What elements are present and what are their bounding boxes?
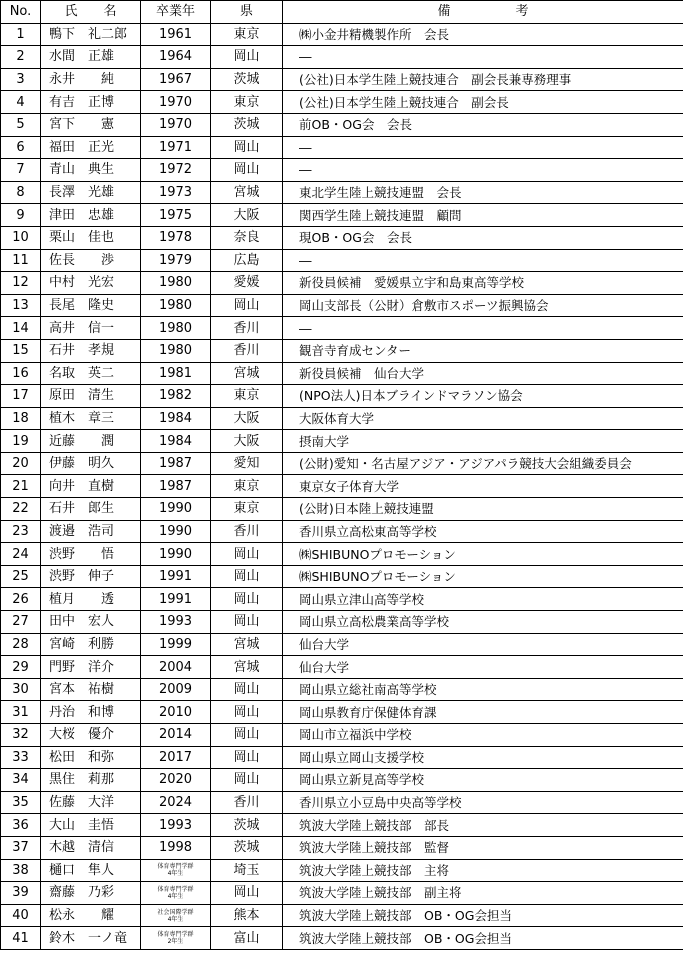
row-note: 新役員候補 愛媛県立宇和島東高等学校 [283,272,683,295]
row-no: 34 [1,769,41,792]
row-year [141,882,211,905]
row-no: 29 [1,656,41,679]
row-pref: 岡山 [211,543,283,566]
row-note: 岡山県立新見高等学校 [283,769,683,792]
row-pref: 大阪 [211,204,283,227]
row-note: 筑波大学陸上競技部 部長 [283,814,683,837]
row-pref: 岡山 [211,882,283,905]
row-name: 宮崎 利勝 [41,633,141,656]
row-name: 水間 正雄 [41,46,141,69]
row-no: 8 [1,181,41,204]
row-pref: 富山 [211,927,283,950]
table-row [1,791,683,814]
table-row [1,68,683,91]
row-note: 仙台大学 [283,656,683,679]
row-year: 2004 [141,656,211,679]
row-pref: 香川 [211,520,283,543]
row-note: 前OB・OG会 会長 [283,113,683,136]
row-note: (公社)日本学生陸上競技連合 副会長 [283,91,683,114]
table-row [1,430,683,453]
row-no: 4 [1,91,41,114]
row-name: 佐長 渉 [41,249,141,272]
row-name: 石井 郎生 [41,498,141,521]
row-pref: 宮城 [211,181,283,204]
row-no: 12 [1,272,41,295]
row-year: 1967 [141,68,211,91]
row-year [141,859,211,882]
row-year: 1984 [141,430,211,453]
row-name: 大桜 優介 [41,724,141,747]
row-note: 岡山県教育庁保健体育課 [283,701,683,724]
row-no: 36 [1,814,41,837]
row-year: 2010 [141,701,211,724]
row-no: 39 [1,882,41,905]
row-year: 1990 [141,520,211,543]
header-no: No. [1,1,41,24]
row-pref: 宮城 [211,362,283,385]
row-note: 岡山市立福浜中学校 [283,724,683,747]
table-row [1,362,683,385]
row-name: 渋野 悟 [41,543,141,566]
row-year-line2: 2年生 [167,938,184,946]
row-year: 2014 [141,724,211,747]
row-pref: 奈良 [211,226,283,249]
row-name: 樋口 隼人 [41,859,141,882]
row-year-line1: 社会国際学群 [157,908,194,916]
row-name: 伊藤 明久 [41,452,141,475]
row-year: 1975 [141,204,211,227]
row-pref: 東京 [211,498,283,521]
table-row [1,588,683,611]
table-row [1,520,683,543]
row-pref: 東京 [211,91,283,114]
row-note: 岡山県立総社南高等学校 [283,678,683,701]
row-no: 18 [1,407,41,430]
row-year: 1973 [141,181,211,204]
row-year: 1980 [141,317,211,340]
row-name: 青山 典生 [41,159,141,182]
table-row [1,633,683,656]
row-year: 1991 [141,565,211,588]
row-pref: 大阪 [211,430,283,453]
row-no: 17 [1,385,41,408]
row-year-line1: 体育専門学群 [157,863,194,871]
header-name: 氏 名 [41,1,141,24]
row-year: 1980 [141,294,211,317]
row-name: 鴨下 礼二郎 [41,23,141,46]
row-year: 1971 [141,136,211,159]
row-pref: 東京 [211,475,283,498]
table-row [1,859,683,882]
table-row [1,294,683,317]
row-name: 門野 洋介 [41,656,141,679]
row-pref: 愛媛 [211,272,283,295]
row-pref: 香川 [211,339,283,362]
row-name: 栗山 佳也 [41,226,141,249]
row-year: 1984 [141,407,211,430]
row-name: 木越 清信 [41,836,141,859]
row-no: 9 [1,204,41,227]
row-note: ― [283,136,683,159]
row-note: 東京女子体育大学 [283,475,683,498]
row-no: 37 [1,836,41,859]
table-row [1,46,683,69]
table-row [1,678,683,701]
row-note: 岡山県立岡山支援学校 [283,746,683,769]
row-name: 佐藤 大洋 [41,791,141,814]
row-year: 1979 [141,249,211,272]
row-name: 石井 孝規 [41,339,141,362]
row-pref: 岡山 [211,565,283,588]
row-note: ㈱SHIBUNOプロモーション [283,543,683,566]
row-name: 植月 透 [41,588,141,611]
table-row [1,23,683,46]
row-pref: 岡山 [211,588,283,611]
row-no: 5 [1,113,41,136]
row-name: 名取 英二 [41,362,141,385]
header-year: 卒業年 [141,1,211,24]
row-year: 1980 [141,272,211,295]
table-row [1,91,683,114]
header-row [1,1,683,24]
row-note: ― [283,46,683,69]
row-no: 35 [1,791,41,814]
row-pref: 岡山 [211,701,283,724]
row-no: 13 [1,294,41,317]
row-name: 永井 純 [41,68,141,91]
row-name: 長澤 光雄 [41,181,141,204]
row-note: ― [283,317,683,340]
row-name: 鈴木 一ノ竜 [41,927,141,950]
row-pref: 大阪 [211,407,283,430]
row-no: 33 [1,746,41,769]
table-row [1,113,683,136]
row-pref: 埼玉 [211,859,283,882]
table-row [1,543,683,566]
row-pref: 岡山 [211,136,283,159]
row-note: 仙台大学 [283,633,683,656]
row-name: 中村 光宏 [41,272,141,295]
row-year: 2020 [141,769,211,792]
row-name: 渋野 伸子 [41,565,141,588]
row-note: (公社)日本学生陸上競技連合 副会長兼専務理事 [283,68,683,91]
row-note: 現OB・OG会 会長 [283,226,683,249]
row-note: 岡山県立津山高等学校 [283,588,683,611]
row-name: 福田 正光 [41,136,141,159]
row-year: 1993 [141,814,211,837]
row-year: 2017 [141,746,211,769]
row-name: 松田 和弥 [41,746,141,769]
row-no: 20 [1,452,41,475]
row-pref: 広島 [211,249,283,272]
row-year: 1970 [141,113,211,136]
row-name: 宮本 祐樹 [41,678,141,701]
row-year-line1: 体育専門学群 [157,931,194,939]
table-row [1,498,683,521]
row-note: ㈱小金井精機製作所 会長 [283,23,683,46]
row-year-line1: 体育専門学群 [157,885,194,893]
row-note: ㈱SHIBUNOプロモーション [283,565,683,588]
table-row [1,249,683,272]
row-no: 19 [1,430,41,453]
row-name: 有吉 正博 [41,91,141,114]
table-row [1,226,683,249]
table-row [1,701,683,724]
row-note: 筑波大学陸上競技部 OB・OG会担当 [283,904,683,927]
row-pref: 香川 [211,317,283,340]
table-row [1,611,683,634]
table-row [1,181,683,204]
row-year: 1964 [141,46,211,69]
row-no: 14 [1,317,41,340]
row-pref: 宮城 [211,633,283,656]
row-no: 24 [1,543,41,566]
row-pref: 茨城 [211,836,283,859]
row-note: ― [283,249,683,272]
row-no: 21 [1,475,41,498]
row-year: 1999 [141,633,211,656]
table-row [1,136,683,159]
table-row [1,814,683,837]
table-row [1,385,683,408]
row-year: 1961 [141,23,211,46]
header-pref: 県 [211,1,283,24]
table-row [1,204,683,227]
row-no: 32 [1,724,41,747]
row-no: 27 [1,611,41,634]
row-note: 新役員候補 仙台大学 [283,362,683,385]
row-pref: 茨城 [211,68,283,91]
row-year-line2: 4年生 [167,870,184,878]
table-row [1,927,683,950]
table-row [1,565,683,588]
table-row [1,882,683,905]
row-note: 筑波大学陸上競技部 OB・OG会担当 [283,927,683,950]
table-row [1,746,683,769]
table-row [1,159,683,182]
row-name: 近藤 潤 [41,430,141,453]
row-year-line2: 4年生 [167,892,184,900]
row-pref: 岡山 [211,611,283,634]
row-note: 筑波大学陸上競技部 主将 [283,859,683,882]
row-year: 1982 [141,385,211,408]
table-row [1,769,683,792]
row-year: 1987 [141,475,211,498]
row-no: 3 [1,68,41,91]
row-name: 齋藤 乃彩 [41,882,141,905]
row-note: 筑波大学陸上競技部 副主将 [283,882,683,905]
row-no: 30 [1,678,41,701]
row-pref: 愛知 [211,452,283,475]
row-no: 26 [1,588,41,611]
row-pref: 香川 [211,791,283,814]
row-no: 1 [1,23,41,46]
row-note: (公財)愛知・名古屋アジア・アジアパラ競技大会組織委員会 [283,452,683,475]
row-name: 渡邉 浩司 [41,520,141,543]
row-no: 40 [1,904,41,927]
row-no: 10 [1,226,41,249]
row-no: 15 [1,339,41,362]
row-no: 38 [1,859,41,882]
row-year: 1990 [141,543,211,566]
row-note: 東北学生陸上競技連盟 会長 [283,181,683,204]
row-pref: 東京 [211,23,283,46]
row-pref: 宮城 [211,656,283,679]
row-pref: 岡山 [211,159,283,182]
row-name: 宮下 憲 [41,113,141,136]
row-note: (NPO法人)日本ブラインドマラソン協会 [283,385,683,408]
row-pref: 茨城 [211,113,283,136]
row-no: 22 [1,498,41,521]
row-no: 41 [1,927,41,950]
row-name: 大山 圭悟 [41,814,141,837]
row-name: 津田 忠雄 [41,204,141,227]
table-row [1,317,683,340]
row-year [141,927,211,950]
row-note: (公財)日本陸上競技連盟 [283,498,683,521]
row-note: 香川県立高松東高等学校 [283,520,683,543]
row-year: 1970 [141,91,211,114]
row-pref: 岡山 [211,724,283,747]
row-pref: 岡山 [211,46,283,69]
row-name: 原田 清生 [41,385,141,408]
table-row [1,836,683,859]
row-year: 1981 [141,362,211,385]
header-note: 備 考 [283,1,683,24]
row-note: 観音寺育成センター [283,339,683,362]
row-year: 1980 [141,339,211,362]
row-no: 25 [1,565,41,588]
table-row [1,407,683,430]
row-year: 1998 [141,836,211,859]
row-year: 2009 [141,678,211,701]
row-note: 摂南大学 [283,430,683,453]
row-name: 丹治 和博 [41,701,141,724]
row-year: 2024 [141,791,211,814]
row-note: 香川県立小豆島中央高等学校 [283,791,683,814]
row-name: 田中 宏人 [41,611,141,634]
row-name: 長尾 隆史 [41,294,141,317]
row-no: 7 [1,159,41,182]
row-year: 1972 [141,159,211,182]
table-row [1,656,683,679]
row-year [141,904,211,927]
row-no: 31 [1,701,41,724]
row-no: 6 [1,136,41,159]
row-pref: 熊本 [211,904,283,927]
row-pref: 岡山 [211,294,283,317]
table-row [1,272,683,295]
row-no: 2 [1,46,41,69]
row-pref: 茨城 [211,814,283,837]
row-name: 松永 耀 [41,904,141,927]
row-note: 関西学生陸上競技連盟 顧問 [283,204,683,227]
row-pref: 東京 [211,385,283,408]
table-row [1,724,683,747]
row-pref: 岡山 [211,769,283,792]
row-no: 11 [1,249,41,272]
row-note: ― [283,159,683,182]
row-pref: 岡山 [211,678,283,701]
row-note: 岡山支部長（公財）倉敷市スポーツ振興協会 [283,294,683,317]
row-year: 1991 [141,588,211,611]
row-year: 1993 [141,611,211,634]
row-name: 向井 直樹 [41,475,141,498]
row-year-line2: 4年生 [167,915,184,923]
table-row [1,904,683,927]
row-pref: 岡山 [211,746,283,769]
row-note: 大阪体育大学 [283,407,683,430]
table-row [1,475,683,498]
row-name: 黒住 莉那 [41,769,141,792]
row-no: 23 [1,520,41,543]
row-no: 16 [1,362,41,385]
row-year: 1987 [141,452,211,475]
row-year: 1978 [141,226,211,249]
row-name: 植木 章三 [41,407,141,430]
row-no: 28 [1,633,41,656]
table-row [1,452,683,475]
row-note: 筑波大学陸上競技部 監督 [283,836,683,859]
row-name: 高井 信一 [41,317,141,340]
row-note: 岡山県立高松農業高等学校 [283,611,683,634]
row-year: 1990 [141,498,211,521]
table-row [1,339,683,362]
